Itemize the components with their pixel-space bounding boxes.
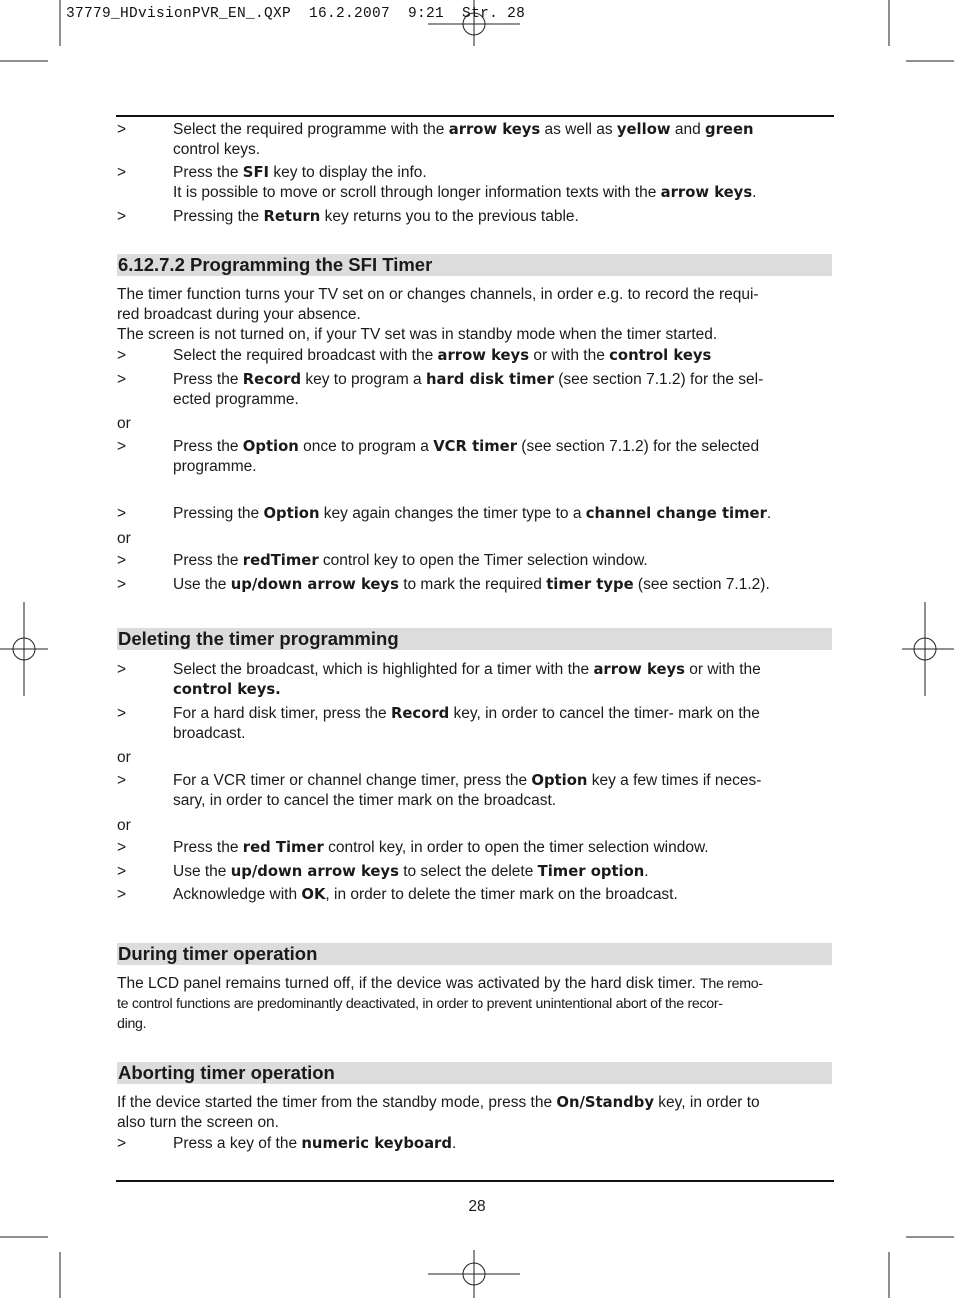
bullet-marker: > (117, 552, 127, 569)
key-name: channel change timer (585, 505, 767, 522)
list-item (117, 551, 837, 571)
text-run: key a few times if neces- (587, 772, 762, 789)
text-run: key to program a (301, 371, 426, 388)
text-run: control key, in order to open the timer selection window. (323, 839, 709, 856)
text-run: , in order to delete the timer mark on the broadcast. (325, 886, 678, 903)
text-run: to select the delete (398, 863, 538, 880)
list-item-text (173, 1134, 837, 1154)
list-item-text (173, 791, 837, 811)
key-name: Option (263, 505, 320, 522)
text-run: For a hard disk timer, press the (173, 705, 391, 722)
list-item (117, 370, 837, 410)
bullet-marker: > (117, 438, 127, 455)
text-run: programme. (173, 458, 257, 475)
bullet-marker: > (117, 1135, 127, 1152)
key-name: OK (301, 886, 326, 903)
paragraph: The timer function turns your TV set on or changes channels, in order e.g. to record the requi- (117, 286, 759, 303)
text-run: broadcast. (173, 725, 246, 742)
top-rule (116, 115, 834, 117)
list-item-text (173, 370, 837, 390)
list-item-text (173, 207, 837, 227)
text-run: Pressing the (173, 505, 264, 522)
list-item-text (173, 120, 837, 140)
list-item-text (173, 838, 837, 858)
list-item-text (173, 163, 837, 183)
key-name: SFI (242, 164, 270, 181)
paragraph: red broadcast during your absence. (117, 306, 361, 323)
text-run: Press the (173, 839, 243, 856)
text-run: If the device started the timer from the standby mode, press the (117, 1094, 557, 1111)
text-run: Acknowledge with (173, 886, 302, 903)
list-item (117, 504, 837, 524)
key-name: yellow (616, 121, 671, 138)
list-item (117, 771, 837, 811)
text-run: or with the (529, 347, 610, 364)
bullet-marker: > (117, 772, 127, 789)
registration-mark-left (0, 602, 48, 696)
text-run: and (670, 121, 706, 138)
bullet-marker: > (117, 839, 127, 856)
bullet-marker: > (117, 505, 127, 522)
text-run: Select the required programme with the (173, 121, 449, 138)
bullet-marker: > (117, 886, 127, 903)
key-name: arrow keys (593, 661, 685, 678)
key-name: control keys. (173, 681, 281, 698)
bottom-rule (116, 1180, 834, 1182)
list-item (117, 660, 837, 700)
paragraph-text: The remo- (699, 976, 763, 992)
or-separator: or (117, 530, 131, 547)
key-name: up/down arrow keys (230, 863, 399, 880)
bullet-marker: > (117, 121, 127, 138)
bullet-marker: > (117, 371, 127, 388)
list-item (117, 575, 837, 595)
paragraph: The screen is not turned on, if your TV set was in standby mode when the timer started. (117, 326, 718, 343)
list-item-text (173, 346, 837, 366)
text-run: key, in order to cancel the timer- mark on the (449, 705, 760, 722)
text-run: Press the (173, 164, 243, 181)
text-run: . (766, 505, 772, 522)
section-heading: During timer operation (117, 943, 832, 965)
list-item-text (173, 437, 837, 457)
bullet-marker: > (117, 208, 127, 225)
text-run: Select the required broadcast with the (173, 347, 438, 364)
key-name: Option (242, 438, 299, 455)
key-name: hard disk timer (425, 371, 554, 388)
list-item (117, 120, 837, 160)
bullet-marker: > (117, 164, 127, 181)
registration-mark-right (902, 602, 954, 696)
registration-mark-bottom (428, 1250, 520, 1298)
or-separator: or (117, 817, 131, 834)
paragraph (117, 1093, 831, 1113)
list-item-text (173, 724, 837, 744)
key-name: On/Standby (556, 1094, 654, 1111)
key-name: Timer option (537, 863, 645, 880)
text-run: sary, in order to cancel the timer mark on the broadcast. (173, 792, 557, 809)
bullet-marker: > (117, 347, 127, 364)
list-item (117, 885, 837, 905)
text-run: once to program a (298, 438, 434, 455)
list-item (117, 346, 837, 366)
text-run: to mark the required (398, 576, 547, 593)
key-name: Record (242, 371, 302, 388)
bullet-marker: > (117, 705, 127, 722)
list-item (117, 1134, 837, 1154)
list-item-text (173, 140, 837, 160)
text-run: Use the (173, 576, 231, 593)
text-run: Press the (173, 438, 243, 455)
text-run: It is possible to move or scroll through longer information texts with the (173, 184, 661, 201)
text-run: key returns you to the previous table. (320, 208, 579, 225)
key-name: Option (531, 772, 588, 789)
section-heading: 6.12.7.2 Programming the SFI Timer (117, 254, 832, 276)
paragraph: te control functions are predominantly deactivated, in order to prevent unintentional abort of the recor- (117, 996, 723, 1012)
key-name: control keys (609, 347, 712, 364)
text-run: . (644, 863, 649, 880)
bullet-marker: > (117, 661, 127, 678)
section-heading: Aborting timer operation (117, 1062, 832, 1084)
key-name: arrow keys (448, 121, 541, 138)
bullet-marker: > (117, 863, 127, 880)
list-item (117, 207, 837, 227)
key-name: timer type (546, 576, 634, 593)
key-name: numeric keyboard (301, 1135, 452, 1152)
list-item-text (173, 575, 837, 595)
page-number: 28 (468, 1198, 486, 1215)
key-name: arrow keys (660, 184, 753, 201)
list-item-text (173, 457, 837, 477)
list-item (117, 163, 837, 203)
list-item-text (173, 551, 837, 571)
or-separator: or (117, 749, 131, 766)
text-run: as well as (540, 121, 617, 138)
print-slug-line: 37779_HDvisionPVR_EN_.QXP 16.2.2007 9:21 Str. 28 (66, 6, 526, 22)
list-item-text (173, 862, 837, 882)
key-name: Record (390, 705, 450, 722)
text-run: Press the (173, 552, 243, 569)
list-item-text (173, 680, 837, 700)
key-name: red Timer (242, 839, 324, 856)
list-item-text (173, 771, 837, 791)
text-run: Press the (173, 371, 243, 388)
text-run: or with the (684, 661, 761, 678)
list-item (117, 862, 837, 882)
text-run: Select the broadcast, which is highlighted for a timer with the (173, 661, 594, 678)
bullet-marker: > (117, 576, 127, 593)
paragraph: ding. (117, 1016, 147, 1032)
paragraph: also turn the screen on. (117, 1114, 279, 1131)
list-item (117, 704, 837, 744)
key-name: Return (263, 208, 321, 225)
list-item-text (173, 704, 837, 724)
key-name: VCR timer (433, 438, 517, 455)
text-run: Pressing the (173, 208, 264, 225)
paragraph (117, 974, 831, 994)
key-name: up/down arrow keys (230, 576, 399, 593)
text-run: key again changes the timer type to a (319, 505, 586, 522)
text-run: . (451, 1135, 457, 1152)
text-run: key to display the info. (269, 164, 427, 181)
text-run: (see section 7.1.2). (633, 576, 770, 593)
text-run: control keys. (173, 141, 261, 158)
list-item-text (173, 504, 837, 524)
text-run: For a VCR timer or channel change timer, press the (173, 772, 532, 789)
list-item (117, 838, 837, 858)
paragraph-text: The LCD panel remains turned off, if the device was activated by the hard disk timer. (117, 975, 700, 992)
text-run: (see section 7.1.2) for the sel- (553, 371, 764, 388)
section-heading: Deleting the timer programming (117, 628, 832, 650)
text-run: control key to open the Timer selection window. (318, 552, 648, 569)
text-run: ected programme. (173, 391, 299, 408)
list-item-text (173, 390, 837, 410)
key-name: redTimer (242, 552, 319, 569)
text-run: (see section 7.1.2) for the selected (517, 438, 760, 455)
text-run: Press a key of the (173, 1135, 302, 1152)
list-item-text (173, 885, 837, 905)
list-item (117, 437, 837, 477)
text-run: . (752, 184, 757, 201)
text-run: key, in order to (654, 1094, 760, 1111)
or-separator: or (117, 415, 131, 432)
list-item-text (173, 660, 837, 680)
key-name: green (705, 121, 754, 138)
key-name: arrow keys (437, 347, 530, 364)
text-run: Use the (173, 863, 231, 880)
list-item-text (173, 183, 837, 203)
